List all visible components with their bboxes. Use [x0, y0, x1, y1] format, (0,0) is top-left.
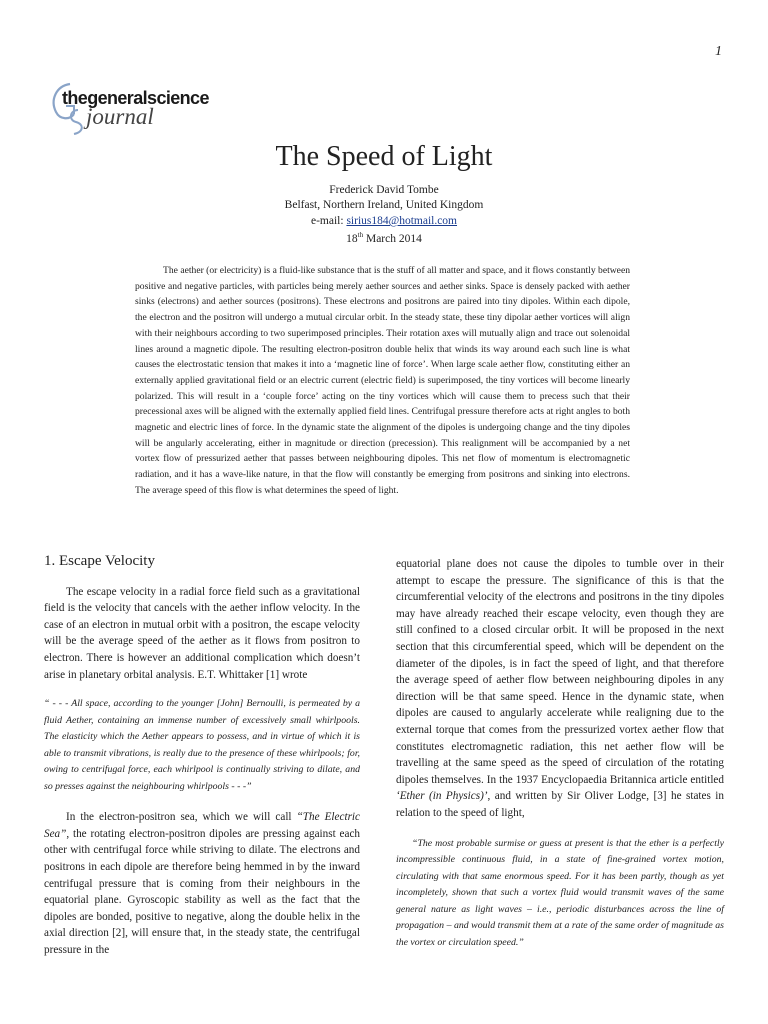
block-quote: “The most probable surmise or guess at present is that the ether is a perfectly incompressible continuous fluid, in a state of fine-grained vortex motion, circulating with that same enormous speed. For it has been partly, though as yet incompletely, shown that such a vortex fluid would transmit waves of the same general nature as light waves – i.e., periodic disturbances across the line of propagation – and would transmit them at a rate of the same order of magnitude as the vortex or circulation speed.” [396, 837, 724, 948]
emphasis: ‘Ether (in Physics)’ [396, 790, 488, 803]
right-column [396, 556, 724, 951]
block-quote: “ - - - All space, according to the younger [John] Bernoulli, is permeated by a fluid Aether, containing an immense number of excessively small whirlpools. The elasticity which the Aether appears to possess, and in virtue of which it is able to transmit vibrations, is really due to the presence of these whirlpools; for, owing to centrifugal force, each whirlpool is continually striving to dilate, and so presses against the neighbouring whirlpools - - -” [44, 698, 360, 792]
date [0, 231, 768, 245]
email-line [0, 215, 768, 227]
date-suffix: th [357, 231, 364, 239]
text-run: , and written by Sir Oliver Lodge, [3] he states in relation to the speed of light, [396, 790, 724, 819]
page-number: 1 [715, 44, 722, 59]
emphasis: “The Electric Sea” [44, 811, 360, 840]
text-run: , the rotating electron-positron dipoles are pressing against each other with centrifugal force while striving to dilate. The electrons and positrons in each dipole are therefore being hemmed in by the inward centrifugal pressure that is coming from their neighbours in the equatorial plane. Gyroscopic stability as well as the fact that the dipoles are bonded, positive to negative, along the double helix in the axial direction [2], will ensure that, in the steady state, the centrifugal pressure in the [44, 827, 360, 956]
journal-logo [48, 80, 248, 130]
text-run: In the electron-positron sea, which we will call [66, 811, 297, 824]
author: Frederick David Tombe [329, 184, 439, 196]
abstract-text: The aether (or electricity) is a fluid-like substance that is the stuff of all matter and space, and it flows constantly between positive and negative particles, with particles being merely aether sources and aether sinks. Space is densely packed with aether sinks (electrons) and aether sources (positrons). These electrons and positrons are paired into tiny dipoles. Within each dipole, the electron and the positron will undergo a mutual circular orbit. In the steady state, these tiny dipolar aether vortices will align with their neighbours according to two superimposed principles. Their rotation axes will mutually align and trace out solenoidal lines around a magnetic dipole. The resulting electron-positron double helix that winds its way around each such line is what causes the electrostatic tension that makes it into a ‘magnetic line of force’. When large scale aether flow, constituting either an externally applied gravitational field or an electric current (electric field) is superimposed, the tiny vortices will become linearly polarized. This will result in a ‘couple force’ acting on the tiny vortices which will cause them to precess such that their precessional axes will be aligned with the externally applied field lines. Centrifugal pressure therefore acts at right angles to both magnetic and electric lines of force. In the dynamic state the alignment of the dipoles is undergoing change and the tiny dipoles will be angularly accelerating, either in magnitude or direction (precession). This realignment will be accompanied by a net vortex flow of pressurized aether that passes between neighbouring dipoles. This net flow of momentum is electromagnetic radiation, and it has a wave-like nature, in that the flow will constantly be emerging from positrons and sinking into electrons. The average speed of this flow is what determines the speed of light. [135, 265, 630, 496]
date-day: 18 [346, 232, 358, 245]
text-run: equatorial plane does not cause the dipoles to tumble over in their attempt to escape the pressure. The significance of this is that the circumferential velocity of the electrons and positrons in the tiny dipoles may have already reached their escape velocity, even though they are still confined to a closed circular orbit. It will be proposed in the next section that this circumferential speed, which will be dependent on the diameter of the dipoles, is in fact the speed of light, and that therefore the average speed of aether flow between neighbouring dipoles in any direction will be that same speed. Hence in the dynamic state, when dipoles are caused to angularly accelerate while realigning due to the external torque that comes from the pressurized vortex aether flow that constitutes electromagnetic radiation, this net aether flow will be travelling at the same speed as the speed of circulation of the rotating dipoles themselves. In the 1937 Encyclopaedia Britannica article entitled [396, 558, 724, 786]
date-rest: March 2014 [363, 232, 422, 245]
section-heading: 1. Escape Velocity [44, 553, 155, 569]
logo-bottom-text: journal [86, 104, 154, 129]
paragraph: The escape velocity in a radial force field such as a gravitational field is the velocity that cancels with the aether inflow velocity. In the case of an electron in mutual orbit with a positron, the escape velocity will be the average speed of the aether as it flows from positron to electron. There is however an additional complication which doesn’t arise in planetary orbital analysis. E.T. Whittaker [1] wrote [44, 585, 360, 681]
page-title: The Speed of Light [275, 141, 493, 172]
email-label: e-mail: [310, 215, 347, 227]
paragraph [44, 809, 360, 958]
email-link[interactable]: sirius184@hotmail.com [346, 215, 458, 227]
affiliation: Belfast, Northern Ireland, United Kingdom [284, 199, 484, 211]
abstract [135, 263, 630, 499]
logo-top-text: thegeneralscience [62, 88, 209, 108]
left-column [44, 553, 360, 959]
paragraph [396, 556, 724, 822]
